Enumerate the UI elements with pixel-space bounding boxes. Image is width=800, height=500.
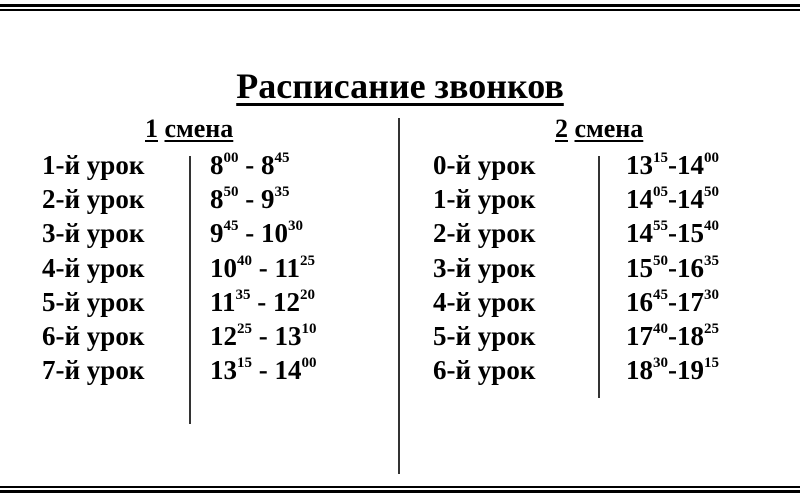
start-minutes: 05	[653, 184, 668, 201]
shift-1-row	[42, 285, 402, 319]
shift-1-number: 1	[145, 114, 158, 143]
end-minutes: 00	[704, 150, 719, 166]
start-minutes: 40	[653, 321, 668, 337]
end-minutes: 10	[301, 321, 317, 337]
end-minutes: 35	[704, 252, 719, 269]
lesson-label: 2-й урок	[433, 218, 536, 249]
time-separator: -	[668, 286, 677, 317]
time-separator: -	[668, 321, 677, 351]
lesson-label: 6-й урок	[433, 355, 536, 386]
end-hour: 14	[677, 150, 704, 180]
lesson-time	[626, 251, 719, 285]
start-minutes: 00	[223, 150, 239, 166]
lesson-label: 3-й урок	[433, 252, 536, 283]
end-hour: 18	[677, 321, 704, 351]
lesson-time	[626, 182, 719, 216]
lesson-time	[210, 251, 315, 285]
end-hour: 13	[274, 321, 302, 351]
lesson-label: 4-й урок	[433, 286, 536, 317]
lesson-label: 1-й урок	[42, 150, 145, 180]
end-hour: 8	[261, 150, 275, 180]
lesson-time	[210, 285, 315, 319]
top-border	[0, 4, 800, 11]
start-minutes: 30	[653, 355, 668, 372]
lesson-time	[626, 319, 719, 353]
lesson-label: 7-й урок	[42, 355, 145, 386]
lesson-label: 5-й урок	[42, 286, 145, 317]
time-separator: -	[668, 150, 677, 180]
lesson-label: 2-й урок	[42, 184, 145, 215]
time-separator: -	[250, 286, 274, 317]
end-hour: 11	[274, 252, 301, 283]
time-separator: -	[252, 321, 275, 351]
end-minutes: 40	[704, 218, 719, 235]
start-hour: 12	[210, 321, 237, 351]
end-minutes: 30	[704, 286, 719, 303]
end-hour: 14	[274, 355, 302, 386]
lesson-time	[626, 216, 719, 250]
lesson-time	[210, 182, 290, 216]
start-hour: 13	[626, 150, 653, 180]
time-separator: -	[238, 150, 261, 180]
start-minutes: 45	[223, 218, 239, 235]
start-hour: 18	[626, 355, 653, 386]
lesson-time	[210, 216, 303, 250]
shift-2-label: смена	[574, 114, 644, 143]
start-hour: 17	[626, 321, 653, 351]
end-hour: 14	[677, 184, 704, 215]
time-separator: -	[252, 355, 275, 386]
end-hour: 12	[273, 286, 301, 317]
lesson-time	[626, 148, 719, 182]
lesson-time	[626, 285, 719, 319]
time-separator: -	[668, 355, 677, 386]
lesson-time	[210, 319, 317, 353]
start-hour: 14	[626, 218, 653, 249]
end-minutes: 45	[274, 150, 290, 166]
end-hour: 16	[677, 252, 704, 283]
time-separator: -	[668, 218, 677, 249]
start-minutes: 40	[237, 252, 252, 269]
lesson-label: 1-й урок	[433, 184, 536, 215]
start-minutes: 35	[235, 286, 251, 303]
lesson-time	[210, 353, 317, 387]
lesson-label: 4-й урок	[42, 252, 145, 283]
time-separator: -	[668, 184, 677, 215]
bottom-border	[0, 486, 800, 493]
time-separator: -	[238, 184, 261, 215]
start-minutes: 25	[237, 321, 252, 337]
shift-1-row	[42, 148, 402, 182]
end-minutes: 35	[274, 184, 290, 201]
end-minutes: 00	[301, 355, 317, 372]
end-minutes: 20	[300, 286, 316, 303]
end-hour: 9	[261, 184, 275, 215]
start-minutes: 50	[223, 184, 239, 201]
time-separator: -	[252, 252, 275, 283]
shift-2-row	[433, 285, 793, 319]
lesson-label: 3-й урок	[42, 218, 145, 249]
end-minutes: 30	[288, 218, 303, 235]
shift-2-row	[433, 251, 793, 285]
end-hour: 17	[677, 286, 704, 317]
start-hour: 10	[210, 252, 237, 283]
lesson-label: 5-й урок	[433, 321, 536, 351]
start-hour: 11	[210, 286, 236, 317]
start-hour: 9	[210, 218, 224, 249]
shift-1-row	[42, 182, 402, 216]
start-minutes: 15	[653, 150, 668, 166]
end-minutes: 15	[704, 355, 719, 372]
page-title: Расписание звонков	[236, 66, 564, 106]
end-minutes: 25	[300, 252, 316, 269]
lesson-time	[626, 353, 719, 387]
shift-2-number: 2	[555, 114, 568, 143]
shift-2-row	[433, 353, 793, 387]
start-minutes: 15	[237, 355, 252, 372]
shift-2-row	[433, 319, 793, 353]
shift-2-heading	[555, 114, 643, 144]
start-minutes: 50	[653, 252, 668, 269]
end-minutes: 25	[704, 321, 719, 337]
lesson-time	[210, 148, 290, 182]
time-separator: -	[238, 218, 261, 249]
start-hour: 16	[626, 286, 653, 317]
shift-1-row	[42, 251, 402, 285]
shift-2-row	[433, 216, 793, 250]
time-separator: -	[668, 252, 677, 283]
end-hour: 10	[261, 218, 288, 249]
start-hour: 8	[210, 184, 224, 215]
start-hour: 14	[626, 184, 653, 215]
start-hour: 15	[626, 252, 653, 283]
end-hour: 19	[677, 355, 704, 386]
start-hour: 8	[210, 150, 224, 180]
shift-1-row	[42, 353, 402, 387]
shift-1-label: смена	[164, 114, 234, 143]
start-hour: 13	[210, 355, 237, 386]
start-minutes: 45	[653, 286, 668, 303]
start-minutes: 55	[653, 218, 668, 235]
shift-1-row	[42, 319, 402, 353]
lesson-label: 0-й урок	[433, 150, 536, 180]
shift-1-row	[42, 216, 402, 250]
shift-2-row	[433, 148, 793, 182]
shift-1-heading	[145, 114, 233, 144]
end-hour: 15	[677, 218, 704, 249]
shift-2-row	[433, 182, 793, 216]
lesson-label: 6-й урок	[42, 321, 145, 351]
end-minutes: 50	[704, 184, 719, 201]
